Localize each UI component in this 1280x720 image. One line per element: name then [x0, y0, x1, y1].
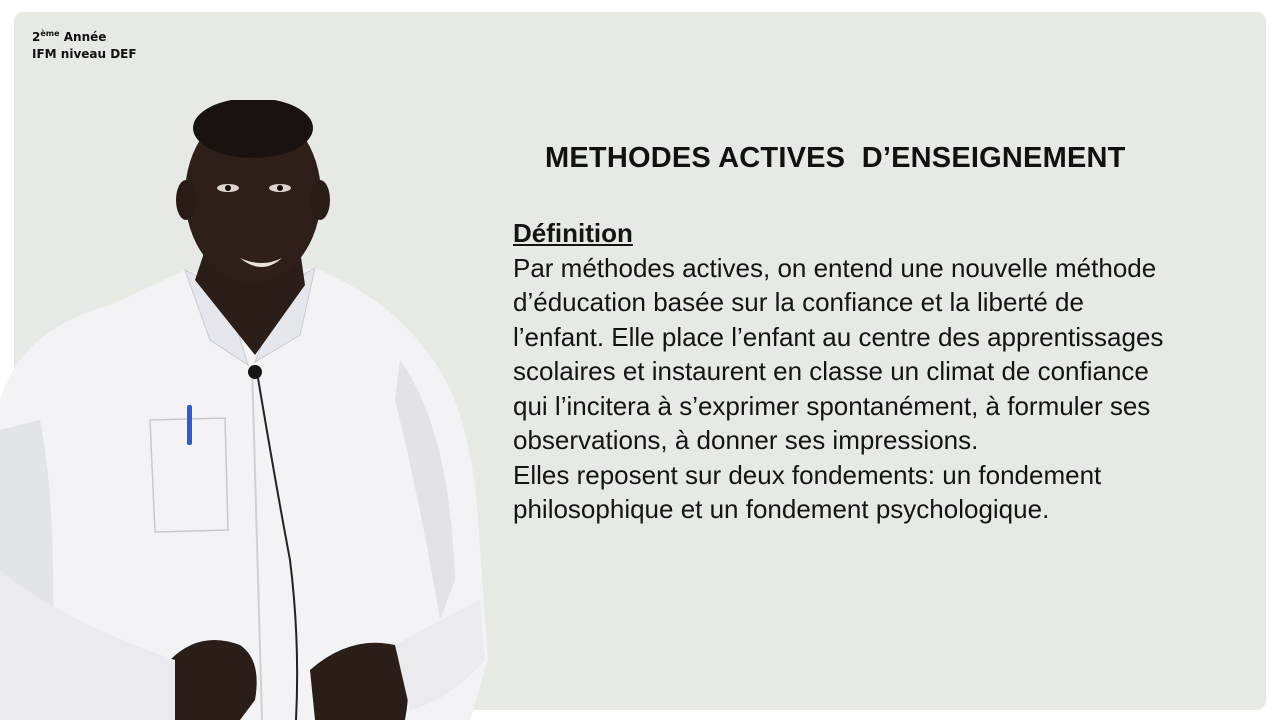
pen	[187, 405, 192, 445]
body-line: observations, à donner ses impressions.	[513, 425, 979, 455]
course-label	[32, 25, 137, 63]
slide-body	[513, 216, 1253, 527]
year-word: Année	[63, 30, 107, 44]
course-level: IFM niveau DEF	[32, 47, 137, 61]
body-line: d’éducation basée sur la confiance et la liberté de	[513, 287, 1084, 317]
year-suffix: ème	[40, 29, 60, 38]
slide-title: METHODES ACTIVES D’ENSEIGNEMENT	[545, 142, 1126, 174]
body-line: scolaires et instaurent en classe un climat de confiance	[513, 356, 1149, 386]
body-line: philosophique et un fondement psychologique.	[513, 494, 1050, 524]
body-line: Par méthodes actives, on entend une nouvelle méthode	[513, 252, 1157, 283]
body-line: qui l’incitera à s’exprimer spontanément, à formuler ses	[513, 390, 1151, 421]
lapel-microphone	[248, 365, 262, 379]
course-year	[32, 25, 137, 46]
definition-heading: Définition	[513, 218, 633, 248]
presenter-figure	[0, 100, 500, 720]
body-line: l’enfant. Elle place l’enfant au centre des apprentissages	[513, 321, 1164, 352]
year-number: 2	[32, 30, 41, 44]
body-line: Elles reposent sur deux fondements: un fondement	[513, 459, 1102, 490]
